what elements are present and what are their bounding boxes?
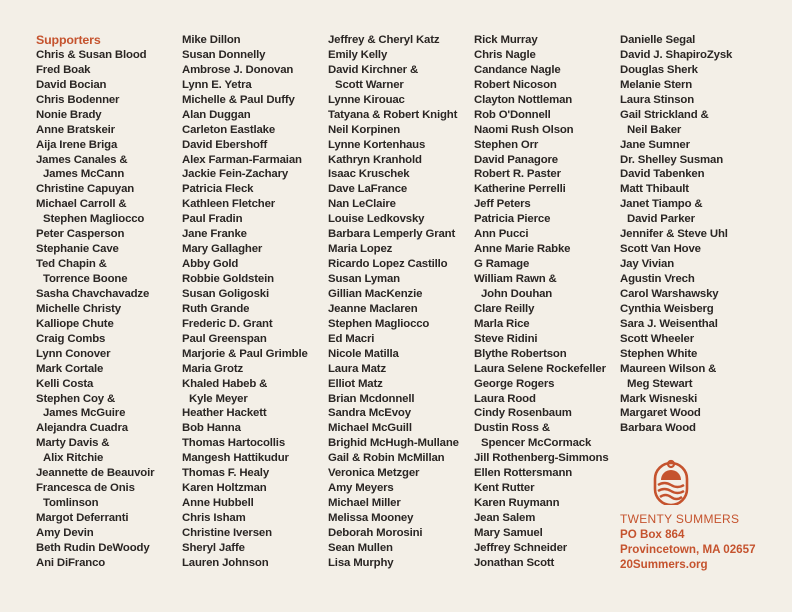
supporter-name: Dr. Shelley Susman	[620, 153, 724, 166]
supporter-name: Gail & Robin McMillan	[328, 452, 445, 465]
supporter-name: Ricardo Lopez Castillo	[328, 258, 448, 271]
supporter-name-continuation: John Douhan	[481, 287, 553, 300]
supporter-name: Deborah Morosini	[328, 526, 423, 539]
supporter-name: Patricia Fleck	[182, 183, 254, 196]
supporter-name: Scott Wheeler	[620, 332, 695, 345]
supporter-name: Ruth Grande	[182, 302, 250, 315]
supporter-name: Sasha Chavchavadze	[36, 287, 150, 300]
supporter-name: David Tabenken	[620, 168, 705, 181]
supporter-name: Dustin Ross &	[474, 422, 550, 435]
supporter-name: Neil Korpinen	[328, 123, 401, 136]
supporter-name: David Kirchner &	[328, 63, 419, 76]
supporter-name: Patricia Pierce	[474, 213, 551, 226]
supporter-name: Mark Wisneski	[620, 392, 698, 405]
supporter-name: Kalliope Chute	[36, 317, 114, 330]
supporter-name: Steve Ridini	[474, 332, 538, 345]
supporter-name: Isaac Kruschek	[328, 168, 410, 181]
supporter-name: David Bocian	[36, 78, 107, 91]
supporter-name: Laura Selene Rockefeller	[474, 362, 606, 375]
supporter-name: Michael Miller	[328, 497, 401, 510]
supporter-name: Mary Gallagher	[182, 243, 263, 256]
supporter-name: Lynn Conover	[36, 347, 111, 360]
supporter-name: Kathryn Kranhold	[328, 153, 422, 166]
supporter-name: Scott Van Hove	[620, 243, 701, 256]
supporter-name: Stephen Coy &	[36, 392, 116, 405]
supporter-name: James Canales &	[36, 153, 128, 166]
supporter-name: Beth Rudin DeWoody	[36, 541, 150, 554]
supporter-name: Candance Nagle	[474, 63, 561, 76]
names-column-2	[182, 33, 308, 571]
supporter-name: Anne Marie Rabke	[474, 243, 571, 256]
supporter-name: Fred Boak	[36, 63, 91, 76]
organization-name: TWENTY SUMMERS	[620, 512, 740, 526]
supporter-name: Maria Lopez	[328, 243, 393, 256]
supporter-name: G Ramage	[474, 258, 530, 271]
supporter-name: Amy Meyers	[328, 482, 394, 495]
supporter-name: Chris Nagle	[474, 48, 536, 61]
supporter-name: Emily Kelly	[328, 48, 388, 61]
supporter-name: Marla Rice	[474, 317, 530, 330]
website-link[interactable]: 20Summers.org	[620, 558, 708, 571]
supporter-name-continuation: Scott Warner	[335, 78, 404, 91]
supporter-name: Barbara Lemperly Grant	[328, 228, 456, 241]
names-column-1	[36, 33, 154, 571]
supporter-name: Christine Iversen	[182, 526, 272, 539]
supporter-name: Danielle Segal	[620, 34, 696, 46]
supporter-name: Ambrose J. Donovan	[182, 63, 294, 76]
supporter-name: Chris Isham	[182, 512, 246, 524]
supporter-name: Veronica Metzger	[328, 467, 420, 480]
supporter-name: Lynne Kirouac	[328, 93, 405, 106]
supporter-name: Susan Donnelly	[182, 48, 266, 61]
supporter-name-continuation: Spencer McCormack	[481, 437, 592, 450]
supporter-name: Agustin Vrech	[620, 273, 695, 285]
supporter-name: Michael Carroll &	[36, 198, 127, 211]
supporter-name: Michelle Christy	[36, 302, 121, 315]
supporter-name: Abby Gold	[182, 258, 239, 271]
supporter-name: Melissa Mooney	[328, 512, 414, 524]
supporter-name: Stephen Magliocco	[328, 317, 430, 330]
names-column-3	[328, 33, 459, 571]
supporter-name: Robbie Goldstein	[182, 273, 274, 285]
supporter-name: George Rogers	[474, 377, 555, 390]
supporter-name: Stephen Orr	[474, 138, 539, 151]
supporter-name: Frederic D. Grant	[182, 317, 273, 330]
supporter-name: Janet Tiampo &	[620, 198, 703, 211]
supporter-name-continuation: James McCann	[43, 168, 125, 181]
supporter-name: Jeannette de Beauvoir	[36, 467, 155, 480]
supporter-name: Marjorie & Paul Grimble	[182, 347, 308, 360]
supporter-name: Christine Capuyan	[36, 183, 135, 196]
supporter-name: Alejandra Cuadra	[36, 422, 128, 435]
supporter-name: Melanie Stern	[620, 78, 693, 91]
supporter-name: Rick Murray	[474, 34, 538, 46]
supporter-name: Peter Casperson	[36, 228, 125, 241]
supporter-name: Cynthia Weisberg	[620, 302, 714, 315]
supporter-name: Laura Matz	[328, 362, 386, 375]
supporter-name: Clayton Nottleman	[474, 93, 573, 106]
supporter-name: Jill Rothenberg-Simmons	[474, 452, 609, 465]
supporter-name: Anne Bratskeir	[36, 123, 115, 136]
supporter-name: Jackie Fein-Zachary	[182, 168, 289, 181]
supporter-name: Mangesh Hattikudur	[182, 452, 289, 465]
supporter-name: Maria Grotz	[182, 362, 244, 375]
supporter-name: Lisa Murphy	[328, 556, 394, 569]
address-line-2: Provincetown, MA 02657	[620, 543, 756, 556]
supporter-name: Anne Hubbell	[182, 497, 254, 510]
supporter-name: Kathleen Fletcher	[182, 198, 276, 211]
supporter-name-continuation: Tomlinson	[43, 497, 99, 510]
supporter-name: Clare Reilly	[474, 302, 535, 315]
supporter-name: Ted Chapin &	[36, 258, 107, 271]
supporter-name: Naomi Rush Olson	[474, 123, 574, 136]
address-line-1: PO Box 864	[620, 528, 685, 541]
supporter-name: Jeanne Maclaren	[328, 302, 418, 315]
names-column-4	[474, 33, 609, 571]
supporter-name: Jane Sumner	[620, 138, 690, 151]
supporters-heading: Supporters	[36, 33, 101, 47]
twenty-summers-logo-icon	[650, 455, 692, 505]
supporter-name: Brighid McHugh-Mullane	[328, 437, 459, 450]
supporter-name-continuation: Neil Baker	[627, 123, 682, 136]
supporter-name: Rob O'Donnell	[474, 108, 551, 121]
supporter-name: Susan Lyman	[328, 273, 400, 285]
supporter-name: Margaret Wood	[620, 407, 701, 420]
supporter-name: Thomas Hartocollis	[182, 437, 286, 450]
supporter-name: Karen Holtzman	[182, 482, 267, 495]
supporter-name-continuation: Alix Ritchie	[43, 452, 104, 465]
supporter-name-continuation: Torrence Boone	[43, 273, 128, 285]
supporter-name: Tatyana & Robert Knight	[328, 108, 458, 121]
supporter-name: Heather Hackett	[182, 407, 267, 420]
supporter-name: David Panagore	[474, 153, 558, 166]
supporter-name: Robert Nicoson	[474, 78, 557, 91]
supporter-name: Louise Ledkovsky	[328, 213, 425, 226]
supporter-name: Jennifer & Steve Uhl	[620, 228, 728, 241]
supporter-name: Lynne Kortenhaus	[328, 138, 426, 151]
supporter-name: Ellen Rottersmann	[474, 467, 573, 480]
supporter-name: Jeff Peters	[474, 198, 531, 211]
names-column-5	[620, 33, 732, 436]
supporter-name: Dave LaFrance	[328, 183, 408, 196]
supporter-name: David Ebershoff	[182, 138, 268, 151]
supporter-name: Amy Devin	[36, 526, 94, 539]
supporter-name: Paul Fradin	[182, 213, 243, 226]
supporter-name: David J. ShapiroZysk	[620, 48, 733, 61]
supporter-name: Craig Combs	[36, 332, 106, 345]
supporter-name: Karen Ruymann	[474, 497, 560, 510]
supporter-name: Ann Pucci	[474, 228, 529, 241]
supporter-name: Mark Cortale	[36, 362, 104, 375]
supporter-name: Laura Stinson	[620, 93, 694, 106]
supporter-name-continuation: James McGuire	[43, 407, 126, 420]
supporter-name: Gail Strickland &	[620, 108, 709, 121]
supporter-name: Sean Mullen	[328, 541, 393, 554]
supporter-name: Maureen Wilson &	[620, 362, 717, 375]
supporter-name: Marty Davis &	[36, 437, 110, 450]
supporter-name: Susan Goligoski	[182, 287, 269, 300]
supporter-name: Paul Greenspan	[182, 332, 267, 345]
supporter-name: Francesca de Onis	[36, 482, 135, 495]
supporter-name-continuation: David Parker	[627, 213, 695, 226]
supporter-name: Douglas Sherk	[620, 63, 698, 76]
supporter-name: Thomas F. Healy	[182, 467, 270, 480]
supporter-name: Nonie Brady	[36, 108, 102, 121]
supporter-name: Mary Samuel	[474, 526, 543, 539]
supporter-name: Matt Thibault	[620, 183, 689, 196]
supporter-name: Robert R. Paster	[474, 168, 561, 181]
supporter-name: Alex Farman-Farmaian	[182, 153, 302, 166]
organization-footer	[620, 512, 756, 572]
supporter-name: Brian Mcdonnell	[328, 392, 415, 405]
supporter-name: Sara J. Weisenthal	[620, 317, 718, 330]
supporter-name-continuation: Kyle Meyer	[189, 392, 248, 405]
supporter-name: Carleton Eastlake	[182, 123, 276, 136]
supporter-name: William Rawn &	[474, 273, 557, 285]
supporter-name: Khaled Habeb &	[182, 377, 268, 390]
supporter-name: Carol Warshawsky	[620, 287, 719, 300]
supporter-name: Michael McGuill	[328, 422, 412, 435]
supporter-name: Lauren Johnson	[182, 556, 269, 569]
supporter-name: Jonathan Scott	[474, 556, 555, 569]
supporter-name: Michelle & Paul Duffy	[182, 93, 295, 106]
supporter-name: Laura Rood	[474, 392, 536, 405]
supporter-name: Jay Vivian	[620, 258, 675, 271]
supporter-name: Kelli Costa	[36, 377, 94, 390]
supporter-name: Nan LeClaire	[328, 198, 396, 211]
supporter-name: Ed Macri	[328, 332, 375, 345]
supporter-name: Blythe Robertson	[474, 347, 567, 360]
supporter-name: Stephanie Cave	[36, 243, 119, 256]
supporter-name: Katherine Perrelli	[474, 183, 566, 196]
supporter-name: Jeffrey Schneider	[474, 541, 568, 554]
supporter-name: Alan Duggan	[182, 108, 251, 121]
supporter-name: Jane Franke	[182, 228, 247, 241]
supporter-name: Sandra McEvoy	[328, 407, 411, 420]
supporter-name: Chris Bodenner	[36, 93, 120, 106]
supporter-name: Stephen White	[620, 347, 698, 360]
supporter-name: Jean Salem	[474, 512, 536, 524]
supporter-name: Aija Irene Briga	[36, 138, 118, 151]
supporter-name-continuation: Stephen Magliocco	[43, 213, 145, 226]
supporter-name: Gillian MacKenzie	[328, 287, 423, 300]
supporter-name: Kent Rutter	[474, 482, 535, 495]
supporter-name: Mike Dillon	[182, 34, 241, 46]
supporter-name: Sheryl Jaffe	[182, 541, 245, 554]
supporter-name: Cindy Rosenbaum	[474, 407, 572, 420]
supporter-name: Lynn E. Yetra	[182, 78, 252, 91]
supporter-name: Ani DiFranco	[36, 556, 106, 569]
supporter-name: Nicole Matilla	[328, 347, 399, 360]
supporter-name: Chris & Susan Blood	[36, 48, 147, 61]
supporter-name-continuation: Meg Stewart	[627, 377, 693, 390]
supporter-name: Margot Deferranti	[36, 512, 129, 524]
supporter-name: Barbara Wood	[620, 422, 696, 435]
supporter-name: Elliot Matz	[328, 377, 383, 390]
supporter-name: Jeffrey & Cheryl Katz	[328, 34, 440, 46]
supporter-name: Bob Hanna	[182, 422, 241, 435]
